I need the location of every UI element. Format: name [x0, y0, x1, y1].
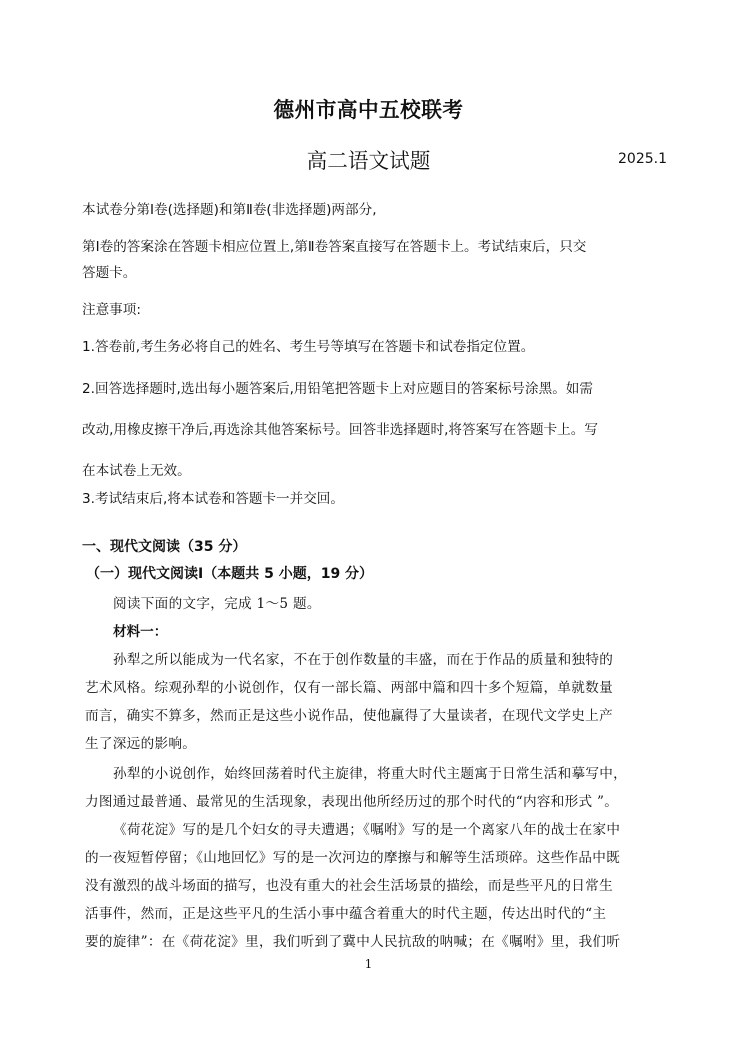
page-number: 1	[364, 957, 373, 971]
material-label: 材料一：	[113, 624, 168, 640]
passage-line: 生了深远的影响。	[85, 736, 197, 752]
passage-line: 艺术风格。综观孙犁的小说创作，仅有一部长篇、两部中篇和四十多个短篇，单就数量	[85, 680, 613, 696]
passage-line: 孙犁的小说创作，始终回荡着时代主旋律，将重大时代主题寓于日常生活和摹写中，	[113, 766, 628, 782]
note-item-3: 3.考试结束后,将本试卷和答题卡一并交回。	[82, 491, 344, 507]
note-item-2-line-3: 在本试卷上无效。	[82, 463, 191, 479]
passage-line: 而言，确实不算多，然而正是这些小说作品，使他赢得了大量读者，在现代文学史上产	[85, 708, 613, 724]
note-item-2-line-2: 改动,用橡皮擦干净后,再选涂其他答案标号。回答非选择题时,将答案写在答题卡上。写	[82, 422, 598, 438]
passage-line: 《荷花淀》写的是几个妇女的寻夫遭遇；《嘱咐》写的是一个离家八年的战士在家中	[113, 822, 621, 838]
passage-line: 力图通过最普通、最常见的生活现象，表现出他所经历过的那个时代的“内容和形式 ”。	[85, 794, 619, 810]
notes-heading: 注意事项:	[82, 302, 141, 318]
note-item-2-line-1: 2.回答选择题时,选出每小题答案后,用铅笔把答题卡上对应题目的答案标号涂黑。如需	[82, 381, 593, 397]
school-title: 德州市高中五校联考	[273, 98, 464, 122]
passage-line: 活事件，然而，正是这些平凡的生活小事中蕴含着重大的时代主题，传达出时代的“主	[85, 906, 607, 922]
subsection-title: （一）现代文阅读Ⅰ（本题共 5 小题，19 分）	[86, 566, 374, 582]
passage-line: 的一夜短暂停留；《山地回忆》写的是一次河边的摩擦与和解等生活琐碎。这些作品中既	[85, 850, 621, 866]
passage-line: 要的旋律”：在《荷花淀》里，我们听到了冀中人民抗敌的呐喊；在《嘱咐》里，我们听	[85, 934, 621, 950]
passage-line: 孙犁之所以能成为一代名家，不在于创作数量的丰盛，而在于作品的质量和独特的	[113, 652, 614, 668]
subject-title: 高二语文试题	[306, 149, 431, 173]
reading-instruction: 阅读下面的文字，完成 1～5 题。	[113, 596, 321, 612]
note-item-1: 1.答卷前,考生务必将自己的姓名、考生号等填写在答题卡和试卷指定位置。	[82, 339, 535, 355]
intro-line-2: 第Ⅰ卷的答案涂在答题卡相应位置上,第Ⅱ卷答案直接写在答题卡上。考试结束后，只交	[82, 239, 587, 255]
exam-date: 2025.1	[618, 151, 667, 167]
intro-line-3: 答题卡。	[82, 265, 137, 281]
passage-line: 没有激烈的战斗场面的描写，也没有重大的社会生活场景的描绘，而是些平凡的日常生	[85, 878, 613, 894]
intro-line-1: 本试卷分第Ⅰ卷(选择题)和第Ⅱ卷(非选择题)两部分,	[82, 202, 377, 218]
section-title: 一、现代文阅读（35 分）	[82, 539, 247, 555]
